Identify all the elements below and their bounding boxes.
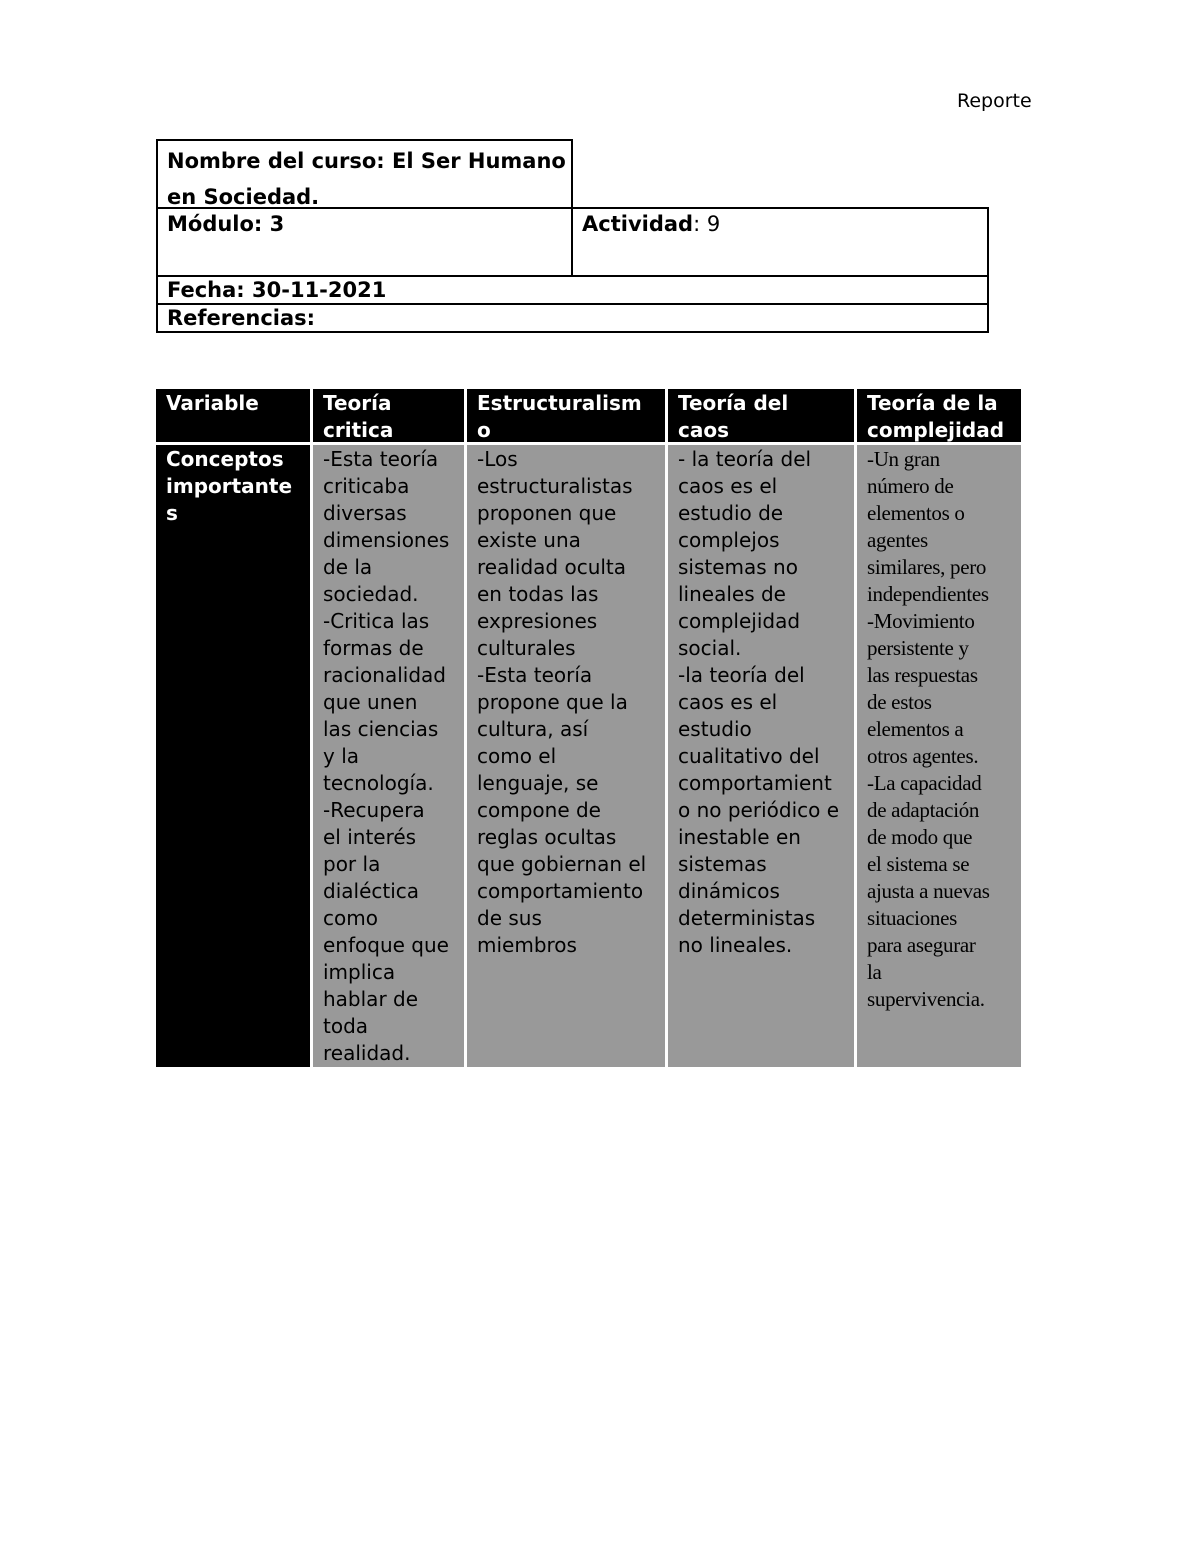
cell-text-line: caos es el bbox=[678, 474, 778, 498]
column-estructuralismo bbox=[467, 389, 665, 1067]
cell-text-line: estructuralistas bbox=[477, 474, 633, 498]
header-line: critica bbox=[323, 418, 394, 442]
cell-teoria-del-caos bbox=[668, 445, 854, 1067]
header-line: caos bbox=[678, 418, 729, 442]
cell-text-line: enfoque que bbox=[323, 933, 449, 957]
cell-text-line: deterministas bbox=[678, 906, 816, 930]
cell-text-line: que gobiernan el bbox=[477, 852, 647, 876]
cell-text-line: -la teoría del bbox=[678, 663, 805, 687]
cell-text-line: realidad. bbox=[323, 1041, 411, 1065]
row-label-conceptos bbox=[156, 445, 310, 1067]
cell-text-line: dimensiones bbox=[323, 528, 450, 552]
cell-text-line: complejos bbox=[678, 528, 780, 552]
cell-text-line: que unen bbox=[323, 690, 418, 714]
cell-text-line: de sus bbox=[477, 906, 542, 930]
cell-text-line: miembros bbox=[477, 933, 577, 957]
header-variable bbox=[156, 389, 310, 442]
header-teoria-critica bbox=[313, 389, 464, 442]
column-teoria-del-caos bbox=[668, 389, 854, 1067]
cell-text-line: supervivencia. bbox=[867, 987, 985, 1011]
cell-text-line: - la teoría del bbox=[678, 447, 812, 471]
cell-text-line: lineales de bbox=[678, 582, 786, 606]
cell-text-line: hablar de bbox=[323, 987, 419, 1011]
column-teoria-complejidad bbox=[857, 389, 1021, 1067]
cell-text-line: criticaba bbox=[323, 474, 410, 498]
cell-text-line: tecnología. bbox=[323, 771, 434, 795]
cell-text-line: de la bbox=[323, 555, 373, 579]
cell-text-line: formas de bbox=[323, 636, 424, 660]
header-teoria-del-caos bbox=[668, 389, 854, 442]
header-teoria-complejidad bbox=[857, 389, 1021, 442]
cell-text-line: la bbox=[867, 960, 882, 984]
date-cell bbox=[156, 275, 989, 305]
column-teoria-critica bbox=[313, 389, 464, 1067]
cell-text-line: reglas ocultas bbox=[477, 825, 617, 849]
cell-text-line: en todas las bbox=[477, 582, 599, 606]
cell-text-line: -La capacidad bbox=[867, 771, 982, 795]
header-line: o bbox=[477, 418, 491, 442]
cell-text-line: social. bbox=[678, 636, 742, 660]
course-name-line-2: en Sociedad. bbox=[167, 185, 320, 209]
cell-text-line: no lineales. bbox=[678, 933, 793, 957]
cell-text-line: -Los bbox=[477, 447, 518, 471]
cell-text-line: por la bbox=[323, 852, 381, 876]
cell-text-line: para asegurar bbox=[867, 933, 976, 957]
theories-comparison-table bbox=[156, 389, 1021, 1067]
header-line: Teoría bbox=[323, 391, 392, 415]
cell-text-line: complejidad bbox=[678, 609, 801, 633]
header-line: Estructuralism bbox=[477, 391, 642, 415]
cell-text-line: existe una bbox=[477, 528, 581, 552]
cell-text-line: elementos a bbox=[867, 717, 964, 741]
cell-text-line: expresiones bbox=[477, 609, 598, 633]
cell-text-line: de adaptación bbox=[867, 798, 980, 822]
course-name-cell bbox=[156, 139, 573, 209]
cell-text-line: compone de bbox=[477, 798, 601, 822]
cell-text-line: dinámicos bbox=[678, 879, 780, 903]
cell-text-line: independientes bbox=[867, 582, 989, 606]
cell-text-line: comportamiento bbox=[477, 879, 644, 903]
cell-text-line: -Movimiento bbox=[867, 609, 975, 633]
cell-text-line: como bbox=[323, 906, 378, 930]
references-text: Referencias: bbox=[167, 306, 316, 330]
cell-text-line: realidad oculta bbox=[477, 555, 627, 579]
header-line: Teoría del bbox=[678, 391, 789, 415]
cell-text-line: sistemas bbox=[678, 852, 767, 876]
column-variable bbox=[156, 389, 310, 1067]
cell-text-line: como el bbox=[477, 744, 557, 768]
activity-cell bbox=[571, 207, 989, 277]
cell-text-line: -Esta teoría bbox=[323, 447, 439, 471]
cell-text-line: el interés bbox=[323, 825, 417, 849]
cell-text-line: de estos bbox=[867, 690, 932, 714]
cell-text-line: racionalidad bbox=[323, 663, 446, 687]
cell-text-line: sociedad. bbox=[323, 582, 419, 606]
cell-text-line: toda bbox=[323, 1014, 369, 1038]
cell-text-line: dialéctica bbox=[323, 879, 420, 903]
cell-text-line: -Un gran bbox=[867, 447, 940, 471]
cell-text-line: situaciones bbox=[867, 906, 958, 930]
cell-text-line: ajusta a nuevas bbox=[867, 879, 990, 903]
cell-text-line: lenguaje, se bbox=[477, 771, 599, 795]
cell-text-line: cultura, así bbox=[477, 717, 589, 741]
cell-text-line: estudio bbox=[678, 717, 752, 741]
cell-text-line: propone que la bbox=[477, 690, 628, 714]
course-name-line-1: Nombre del curso: El Ser Humano bbox=[167, 149, 566, 173]
cell-text-line: inestable en bbox=[678, 825, 801, 849]
activity-label: Actividad bbox=[582, 212, 694, 236]
references-cell bbox=[156, 303, 989, 333]
cell-text-line: caos es el bbox=[678, 690, 778, 714]
cell-text-line: persistente y bbox=[867, 636, 969, 660]
cell-text-line: similares, pero bbox=[867, 555, 987, 579]
module-text: Módulo: 3 bbox=[167, 212, 285, 236]
activity-value: : 9 bbox=[693, 212, 721, 236]
document-header-title: Reporte bbox=[957, 90, 1032, 112]
cell-text-line: agentes bbox=[867, 528, 928, 552]
header-line: Teoría de la bbox=[867, 391, 998, 415]
cell-text-line: estudio de bbox=[678, 501, 784, 525]
header-line: complejidad bbox=[867, 418, 1005, 442]
cell-text-line: diversas bbox=[323, 501, 407, 525]
cell-text-line: número de bbox=[867, 474, 954, 498]
cell-text-line: comportamient bbox=[678, 771, 832, 795]
cell-text-line: o no periódico e bbox=[678, 798, 840, 822]
cell-text-line: culturales bbox=[477, 636, 576, 660]
cell-text-line: sistemas no bbox=[678, 555, 798, 579]
cell-text-line: otros agentes. bbox=[867, 744, 979, 768]
cell-text-line: de modo que bbox=[867, 825, 973, 849]
cell-text-line: implica bbox=[323, 960, 396, 984]
cell-text-line: el sistema se bbox=[867, 852, 970, 876]
module-cell bbox=[156, 207, 573, 277]
cell-text-line: -Esta teoría bbox=[477, 663, 593, 687]
header-estructuralismo bbox=[467, 389, 665, 442]
header-line: Variable bbox=[166, 391, 259, 415]
cell-text-line: y la bbox=[323, 744, 360, 768]
row-label-line: s bbox=[166, 501, 178, 525]
cell-text-line: cualitativo del bbox=[678, 744, 820, 768]
row-label-line: importante bbox=[166, 474, 293, 498]
cell-text-line: proponen que bbox=[477, 501, 617, 525]
cell-text-line: las ciencias bbox=[323, 717, 439, 741]
cell-text-line: elementos o bbox=[867, 501, 965, 525]
row-label-line: Conceptos bbox=[166, 447, 284, 471]
cell-teoria-critica bbox=[313, 445, 464, 1067]
course-info-table bbox=[156, 139, 989, 334]
cell-teoria-complejidad bbox=[857, 445, 1021, 1067]
cell-text-line: las respuestas bbox=[867, 663, 978, 687]
cell-text-line: -Recupera bbox=[323, 798, 425, 822]
cell-estructuralismo bbox=[467, 445, 665, 1067]
date-text: Fecha: 30-11-2021 bbox=[167, 278, 387, 302]
cell-text-line: -Critica las bbox=[323, 609, 430, 633]
